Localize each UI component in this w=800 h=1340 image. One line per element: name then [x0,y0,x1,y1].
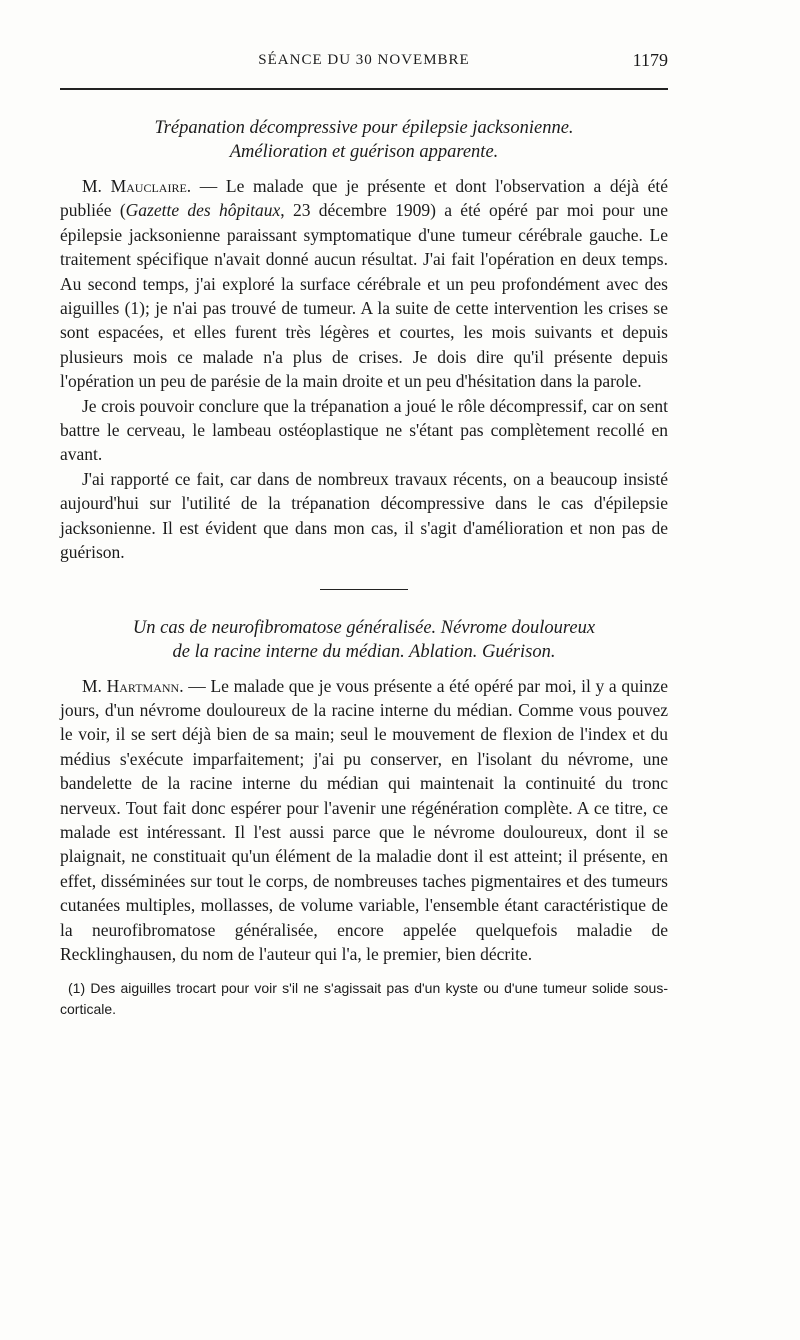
article1-paragraph-2: Je crois pouvoir conclure que la trépanation a joué le rôle décompressif, car on sent battre le cerveau, le lambeau ostéoplastique ne s'étant pas complètement recollé en avant. [60,395,668,465]
article1-author: Mauclaire [110,176,187,196]
footnote: (1) Des aiguilles trocart pour voir s'il ne s'agissait pas d'un kyste ou d'une tumeur solide sous-corticale. [60,980,668,1018]
article1-paragraph-3: J'ai rapporté ce fait, car dans de nombreux travaux récents, on a beaucoup insisté aujourd'hui sur l'utilité de la trépanation décompressive dans le cas d'épilepsie jacksonienne. Il est évident que dans mon cas, il s'agit d'amélioration et non pas de guérison. [60,468,668,563]
article2-intro: M. [82,675,102,696]
article1-text-a: . — Le malade que je présente et dont l'observation a déjà été publiée ( [60,176,668,221]
article2-author: Hartmann [106,675,180,696]
page [60,48,668,1020]
section-divider [320,589,408,590]
article2-text: . — Le malade que je vous présente a été opéré par moi, il y a quinze jours, d'un névrome douloureux de la racine interne du médian. Comme vous pouvez le voir, il se sert déjà bien de sa main; seul le mouvement de flexion de l'index et du médius s'exécute imparfaitement; j'ai pu conserver, en l'isolant du névrome, une bandelette de la racine interne du médian qui maintenait la continuité du tronc nerveux. Tout fait donc espérer pour l'avenir une régénération complète. A ce titre, ce malade est intéressant. Il l'est aussi parce que le névrome douloureux, dont il se plaignait, ne constituait qu'un élément de la maladie dont il est atteint; il présente, en effet, disséminées sur tout le corps, de nombreuses taches pigmentaires et des tumeurs cutanées multiples, mollasses, de volume variable, l'ensemble étant caractéristique de la neurofibromatose généralisée, encore appelée quelquefois maladie de Recklinghausen, du nom de l'auteur qui l'a, le premier, bien décrite. [60,675,669,964]
article1-title-line2: Amélioration et guérison apparente. [229,142,499,162]
running-title: SÉANCE DU 30 NOVEMBRE [258,52,470,68]
page-number: 1179 [632,50,668,70]
article2-paragraph-1 [60,674,668,967]
article1-text-b: , 23 décembre 1909) a été opéré par moi pour une épilepsie jacksonienne paraissant symptomatique d'une tumeur cérébrale gauche. Le traitement spécifique n'avait donné aucun résultat. J'ai fait l'opération en deux temps. Au second temps, j'ai exploré la surface cérébrale et un peu profondément avec des aiguilles (1); je n'ai pas trouvé de tumeur. A la suite de cette intervention les crises se sont espacées, et elles furent très légères et courtes, les mois suivants et depuis plusieurs mois ce malade n'a plus de crises. Je dois dire qu'il présente depuis l'opération un peu de parésie de la main droite et un peu d'hésitation dans la parole. [60,200,669,392]
article2-title [60,616,668,664]
article2-title-line2: de la racine interne du médian. Ablation. Guérison. [172,641,556,662]
article1-intro: M. [82,176,102,196]
article1-title-line1: Trépanation décompressive pour épilepsie jacksonienne. [154,118,574,138]
article1-paragraph-1 [60,174,668,394]
header-rule [60,88,668,90]
article1-journal: Gazette des hôpitaux [125,200,281,221]
article1-title [60,116,668,164]
page-header [60,48,668,80]
article2-title-line1: Un cas de neurofibromatose généralisée. Névrome douloureux [132,617,596,638]
